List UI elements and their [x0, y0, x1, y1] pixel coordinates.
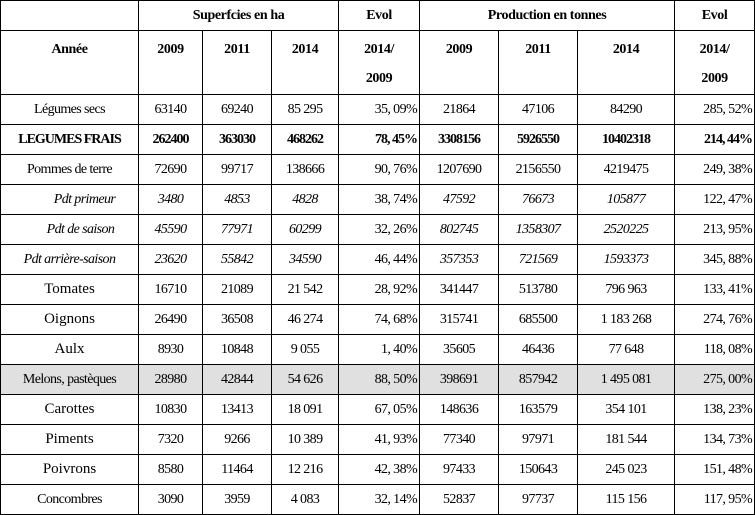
evol-production: 118, 08%: [675, 335, 755, 365]
production-2014: 1 183 268: [578, 305, 675, 335]
evol-surface: 74, 68%: [339, 305, 420, 335]
table-row: [1, 455, 755, 485]
production-2011: 150643: [499, 455, 578, 485]
row-label: Pommes de terre: [1, 155, 139, 185]
surface-2014: 4828: [272, 185, 339, 215]
evol-surface-header: Evol: [339, 1, 420, 31]
surface-2014: 46 274: [272, 305, 339, 335]
surface-2009: 16710: [139, 275, 203, 305]
production-2009: 77340: [420, 425, 499, 455]
table-row: [1, 95, 755, 125]
production-year-2014: 2014: [578, 31, 675, 95]
surface-2011: 4853: [203, 185, 272, 215]
row-label: Légumes secs: [1, 95, 139, 125]
evol-production: 117, 95%: [675, 485, 755, 515]
table-row: [1, 485, 755, 515]
surface-2011: 10848: [203, 335, 272, 365]
production-2014: 1 495 081: [578, 365, 675, 395]
production-2011: 2156550: [499, 155, 578, 185]
evol-surface: 88, 50%: [339, 365, 420, 395]
table-row: [1, 365, 755, 395]
production-2009: 35605: [420, 335, 499, 365]
table-row: [1, 245, 755, 275]
production-2009: 315741: [420, 305, 499, 335]
evol-surface: 32, 14%: [339, 485, 420, 515]
production-group-header: Production en tonnes: [420, 1, 675, 31]
evol-surface-period: [339, 31, 420, 95]
surface-2011: 363030: [203, 125, 272, 155]
evol-production: 151, 48%: [675, 455, 755, 485]
production-2009: 47592: [420, 185, 499, 215]
evol-production: 285, 52%: [675, 95, 755, 125]
production-2009: 341447: [420, 275, 499, 305]
surface-2011: 42844: [203, 365, 272, 395]
evol-production-header: Evol: [675, 1, 755, 31]
evol-production: 133, 41%: [675, 275, 755, 305]
surface-2014: 21 542: [272, 275, 339, 305]
surface-2009: 45590: [139, 215, 203, 245]
production-2009: 357353: [420, 245, 499, 275]
surface-2014: 12 216: [272, 455, 339, 485]
production-2011: 163579: [499, 395, 578, 425]
surface-2014: 138666: [272, 155, 339, 185]
table-row: [1, 155, 755, 185]
surface-year-2009: 2009: [139, 31, 203, 95]
surface-2011: 11464: [203, 455, 272, 485]
surface-2014: 468262: [272, 125, 339, 155]
production-2009: 802745: [420, 215, 499, 245]
surface-2014: 4 083: [272, 485, 339, 515]
row-label: Aulx: [1, 335, 139, 365]
surface-2011: 21089: [203, 275, 272, 305]
production-2011: 97737: [499, 485, 578, 515]
surface-2011: 13413: [203, 395, 272, 425]
header-row-years: [1, 31, 755, 95]
surface-2009: 23620: [139, 245, 203, 275]
row-label: Poivrons: [1, 455, 139, 485]
evol-production: 249, 38%: [675, 155, 755, 185]
row-label: Piments: [1, 425, 139, 455]
evol-surface: 35, 09%: [339, 95, 420, 125]
evol-surface: 38, 74%: [339, 185, 420, 215]
evol-surface: 41, 93%: [339, 425, 420, 455]
evol-surface: 28, 92%: [339, 275, 420, 305]
production-2011: 513780: [499, 275, 578, 305]
evol-surface-period-top: 2014/: [364, 42, 394, 57]
row-label: Carottes: [1, 395, 139, 425]
production-2014: 181 544: [578, 425, 675, 455]
evol-production-period-top: 2014/: [699, 42, 730, 57]
production-2014: 105877: [578, 185, 675, 215]
surface-2014: 34590: [272, 245, 339, 275]
row-label: Pdt de saison: [1, 215, 139, 245]
evol-production: 122, 47%: [675, 185, 755, 215]
production-2009: 21864: [420, 95, 499, 125]
table-row: [1, 185, 755, 215]
surface-2011: 3959: [203, 485, 272, 515]
production-2014: 245 023: [578, 455, 675, 485]
surface-2009: 3090: [139, 485, 203, 515]
row-label: Melons, pastèques: [1, 365, 139, 395]
production-2014: 796 963: [578, 275, 675, 305]
evol-production-period: [675, 31, 755, 95]
row-label: Oignons: [1, 305, 139, 335]
table-row: [1, 395, 755, 425]
surface-2014: 85 295: [272, 95, 339, 125]
production-2014: 1593373: [578, 245, 675, 275]
production-2011: 46436: [499, 335, 578, 365]
evol-production: 345, 88%: [675, 245, 755, 275]
surface-2014: 54 626: [272, 365, 339, 395]
production-2009: 148636: [420, 395, 499, 425]
row-label: Tomates: [1, 275, 139, 305]
surface-2009: 63140: [139, 95, 203, 125]
evol-surface: 1, 40%: [339, 335, 420, 365]
production-2011: 721569: [499, 245, 578, 275]
production-2014: 10402318: [578, 125, 675, 155]
surface-2009: 3480: [139, 185, 203, 215]
year-column-header: Année: [1, 31, 139, 95]
surface-2009: 28980: [139, 365, 203, 395]
evol-production: 214, 44%: [675, 125, 755, 155]
evol-production: 274, 76%: [675, 305, 755, 335]
table-row: [1, 125, 755, 155]
table-row: [1, 335, 755, 365]
evol-surface: 32, 26%: [339, 215, 420, 245]
surface-2011: 36508: [203, 305, 272, 335]
header-row-groups: [1, 1, 755, 31]
surface-2011: 55842: [203, 245, 272, 275]
production-2009: 97433: [420, 455, 499, 485]
surface-2014: 18 091: [272, 395, 339, 425]
evol-production: 275, 00%: [675, 365, 755, 395]
surface-2009: 26490: [139, 305, 203, 335]
evol-surface: 42, 38%: [339, 455, 420, 485]
evol-surface: 90, 76%: [339, 155, 420, 185]
production-2009: 3308156: [420, 125, 499, 155]
production-2009: 1207690: [420, 155, 499, 185]
production-2011: 685500: [499, 305, 578, 335]
table-row: [1, 425, 755, 455]
surface-2009: 7320: [139, 425, 203, 455]
production-2011: 5926550: [499, 125, 578, 155]
evol-surface: 46, 44%: [339, 245, 420, 275]
header-empty-cell: [1, 1, 139, 31]
surface-2009: 10830: [139, 395, 203, 425]
evol-production-period-bottom: 2009: [701, 71, 728, 86]
surface-year-2011: 2011: [203, 31, 272, 95]
surface-2011: 99717: [203, 155, 272, 185]
surface-2014: 10 389: [272, 425, 339, 455]
production-2011: 97971: [499, 425, 578, 455]
table-row: [1, 275, 755, 305]
surface-2011: 69240: [203, 95, 272, 125]
evol-surface: 78, 45%: [339, 125, 420, 155]
row-label: Pdt primeur: [1, 185, 139, 215]
surface-year-2014: 2014: [272, 31, 339, 95]
production-2014: 115 156: [578, 485, 675, 515]
surface-2009: 72690: [139, 155, 203, 185]
surface-2009: 8580: [139, 455, 203, 485]
surface-2011: 77971: [203, 215, 272, 245]
production-2011: 76673: [499, 185, 578, 215]
surface-2014: 60299: [272, 215, 339, 245]
table-row: [1, 305, 755, 335]
production-2014: 354 101: [578, 395, 675, 425]
evol-production: 134, 73%: [675, 425, 755, 455]
evol-surface: 67, 05%: [339, 395, 420, 425]
evol-production: 213, 95%: [675, 215, 755, 245]
production-2009: 52837: [420, 485, 499, 515]
production-year-2009: 2009: [420, 31, 499, 95]
production-2009: 398691: [420, 365, 499, 395]
surface-2009: 262400: [139, 125, 203, 155]
production-2011: 857942: [499, 365, 578, 395]
production-2014: 2520225: [578, 215, 675, 245]
evol-surface-period-bottom: 2009: [365, 71, 393, 86]
surface-2014: 9 055: [272, 335, 339, 365]
production-2014: 84290: [578, 95, 675, 125]
row-label: LEGUMES FRAIS: [1, 125, 139, 155]
row-label: Concombres: [1, 485, 139, 515]
surface-2011: 9266: [203, 425, 272, 455]
surface-group-header: Superfcies en ha: [139, 1, 339, 31]
production-2014: 4219475: [578, 155, 675, 185]
production-2011: 1358307: [499, 215, 578, 245]
production-2014: 77 648: [578, 335, 675, 365]
production-year-2011: 2011: [499, 31, 578, 95]
surface-2009: 8930: [139, 335, 203, 365]
row-label: Pdt arrière-saison: [1, 245, 139, 275]
evol-production: 138, 23%: [675, 395, 755, 425]
table-row: [1, 215, 755, 245]
production-2011: 47106: [499, 95, 578, 125]
